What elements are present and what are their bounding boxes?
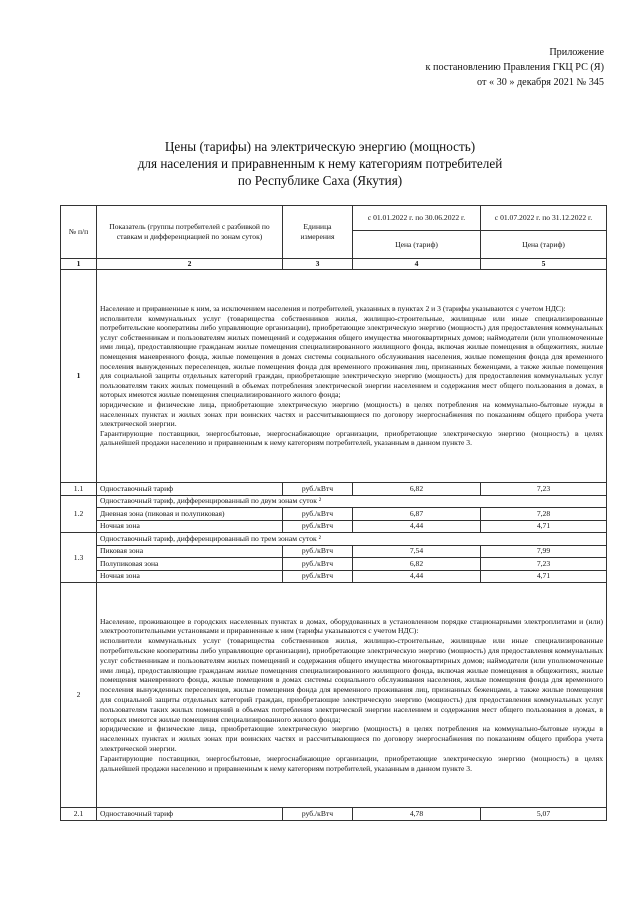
row-name: Дневная зона (пиковая и полупиковая) bbox=[97, 508, 283, 521]
document-title bbox=[0, 138, 640, 189]
appendix-block bbox=[426, 45, 605, 90]
appendix-line-1: Приложение bbox=[549, 47, 604, 58]
table-row bbox=[61, 545, 607, 558]
row-value-1: 4,44 bbox=[353, 520, 481, 533]
row-unit: руб./кВтч bbox=[283, 508, 353, 521]
header-unit: Единица измерения bbox=[283, 206, 353, 259]
row-value-2: 5,07 bbox=[481, 808, 607, 821]
appendix-line-2: к постановлению Правления ГКЦ РС (Я) bbox=[425, 62, 604, 73]
column-number: 2 bbox=[97, 259, 283, 270]
table-row bbox=[61, 808, 607, 821]
row-unit: руб./кВтч bbox=[283, 520, 353, 533]
row-unit: руб./кВтч bbox=[283, 558, 353, 571]
section-2-text: Население, проживающее в городских населенных пунктах в домах, оборудованных в установленном порядке стационарными электроплитами и (или) электроотопительными установками и приравненные к ним (тарифы указываются с учетом НДС): исполнители коммунальных услуг (товарищества собственников жилья, жилищно-строительные, жилищные или иные специализированные потребительские кооперативы либо управляющие организации), приобретающие электрическую энергию (мощность) для предоставления коммунальных услуг собственникам и пользователям жилых помещений и содержания общего имущества многоквартирных домов; наймодатели (или уполномоченные ими лица), предоставляющие гражданам жилые помещения специализированного жилищного фонда, включая жилые помещения в общежитиях, жилые помещения маневренного фонда, жилые помещения в домах системы социального обслуживания населения, жилые помещения фонда для временного поселения вынужденных переселенцев, жилые помещения фонда для временного проживания лиц, признанных беженцами, а также жилые помещения для социальной защиты отдельных категорий граждан, приобретающие электрическую энергию (мощность) для предоставления коммунальных услуг пользователям таких жилых помещений в объемах потребления электрической энергии населением и содержания мест общего пользования в домах, в которых имеются жилые помещения специализированного жилого фонда; юридические и физические лица, приобретающие электрическую энергию (мощность) в целях потребления на коммунально-бытовые нужды в населенных пунктах и жилых зонах при воинских частях и рассчитывающиеся по договору энергоснабжения по показаниям общего прибора учета электрической энергии. Гарантирующие поставщики, энергосбытовые, энергоснабжающие организации, приобретающие электрическую энергию (мощность) в целях дальнейшей продажи населению и приравненным к нему категориям потребителей, указанным в данном пункте 3. bbox=[97, 583, 607, 808]
row-number: 2.1 bbox=[61, 808, 97, 821]
row-name: Одноставочный тариф bbox=[97, 808, 283, 821]
tariff-table bbox=[60, 205, 607, 821]
column-number: 1 bbox=[61, 259, 97, 270]
title-line-3: по Республике Саха (Якутия) bbox=[237, 173, 403, 188]
row-unit: руб./кВтч bbox=[283, 570, 353, 583]
title-line-1: Цены (тарифы) на электрическую энергию (мощность) bbox=[164, 139, 476, 154]
appendix-line-3: от « 30 » декабря 2021 № 345 bbox=[477, 77, 604, 88]
row-number: 1.3 bbox=[61, 533, 97, 583]
header-period-2: с 01.07.2022 г. по 31.12.2022 г. bbox=[481, 206, 607, 231]
row-value-1: 6,82 bbox=[353, 558, 481, 571]
row-name: Ночная зона bbox=[97, 520, 283, 533]
row-value-1: 4,78 bbox=[353, 808, 481, 821]
header-period-1: с 01.01.2022 г. по 30.06.2022 г. bbox=[353, 206, 481, 231]
row-value-2: 7,23 bbox=[481, 558, 607, 571]
row-value-2: 4,71 bbox=[481, 570, 607, 583]
row-name: Ночная зона bbox=[97, 570, 283, 583]
subsection-header: Одноставочный тариф, дифференцированный по двум зонам суток ² bbox=[97, 495, 607, 508]
row-value-2: 4,71 bbox=[481, 520, 607, 533]
column-number: 5 bbox=[481, 259, 607, 270]
section-1-text: Население и приравненные к ним, за исключением населения и потребителей, указанных в пунктах 2 и 3 (тарифы указываются с учетом НДС): исполнители коммунальных услуг (товарищества собственников жилья, жилищно-строительные, жилищные или иные специализированные потребительские кооперативы либо управляющие организации), приобретающие электрическую энергию (мощность) для предоставления коммунальных услуг собственникам и пользователям жилых помещений и содержания общего имущества многоквартирных домов; наймодатели (или уполномоченные ими лица), предоставляющие гражданам жилые помещения специализированного жилищного фонда, включая жилые помещения в общежитиях, жилые помещения маневренного фонда, жилые помещения в домах системы социального обслуживания населения, жилые помещения фонда для временного поселения вынужденных переселенцев, жилые помещения фонда для временного проживания лиц, признанных беженцами, а также жилые помещения для социальной защиты отдельных категорий граждан, приобретающие электрическую энергию (мощность) для предоставления коммунальных услуг пользователям таких жилых помещений в объемах потребления электрической энергии населением и содержания мест общего пользования в домах, в которых имеются жилые помещения специализированного жилого фонда; юридические и физические лица, приобретающие электрическую энергию (мощность) в целях потребления на коммунально-бытовые нужды в населенных пунктах и жилых зонах при воинских частях и рассчитывающиеся по договору энергоснабжения по показаниям общего прибора учета электрической энергии. Гарантирующие поставщики, энергосбытовые, энергоснабжающие организации, приобретающие электрическую энергию (мощность) в целях дальнейшей продажи населению и приравненным к нему категориям потребителей, указанным в данном пункте 3. bbox=[97, 270, 607, 483]
header-price-1: Цена (тариф) bbox=[353, 231, 481, 259]
header-indicator: Показатель (группы потребителей с разбивкой по ставкам и дифференциацией по зонам суток) bbox=[97, 206, 283, 259]
header-number: № п/п bbox=[61, 206, 97, 259]
table-header-row bbox=[61, 206, 607, 231]
subsection-header: Одноставочный тариф, дифференцированный по трем зонам суток ² bbox=[97, 533, 607, 546]
column-number: 4 bbox=[353, 259, 481, 270]
section-1-row bbox=[61, 270, 607, 483]
row-number: 1.2 bbox=[61, 495, 97, 533]
row-unit: руб./кВтч bbox=[283, 483, 353, 496]
table-row bbox=[61, 558, 607, 571]
row-unit: руб./кВтч bbox=[283, 808, 353, 821]
section-2-row bbox=[61, 583, 607, 808]
column-number: 3 bbox=[283, 259, 353, 270]
row-name: Пиковая зона bbox=[97, 545, 283, 558]
row-name: Полупиковая зона bbox=[97, 558, 283, 571]
table-row bbox=[61, 483, 607, 496]
title-line-2: для населения и приравненным к нему категориям потребителей bbox=[137, 156, 503, 171]
row-value-1: 6,87 bbox=[353, 508, 481, 521]
section-1-number: 1 bbox=[61, 270, 97, 483]
table-row bbox=[61, 508, 607, 521]
column-numbers-row bbox=[61, 259, 607, 270]
section-2-number: 2 bbox=[61, 583, 97, 808]
header-price-2: Цена (тариф) bbox=[481, 231, 607, 259]
row-value-1: 6,82 bbox=[353, 483, 481, 496]
row-number: 1.1 bbox=[61, 483, 97, 496]
row-value-2: 7,23 bbox=[481, 483, 607, 496]
row-name: Одноставочный тариф bbox=[97, 483, 283, 496]
row-value-1: 7,54 bbox=[353, 545, 481, 558]
row-value-2: 7,28 bbox=[481, 508, 607, 521]
table-row bbox=[61, 520, 607, 533]
table-row bbox=[61, 570, 607, 583]
table-row bbox=[61, 533, 607, 546]
row-value-2: 7,99 bbox=[481, 545, 607, 558]
table-row bbox=[61, 495, 607, 508]
row-unit: руб./кВтч bbox=[283, 545, 353, 558]
row-value-1: 4,44 bbox=[353, 570, 481, 583]
